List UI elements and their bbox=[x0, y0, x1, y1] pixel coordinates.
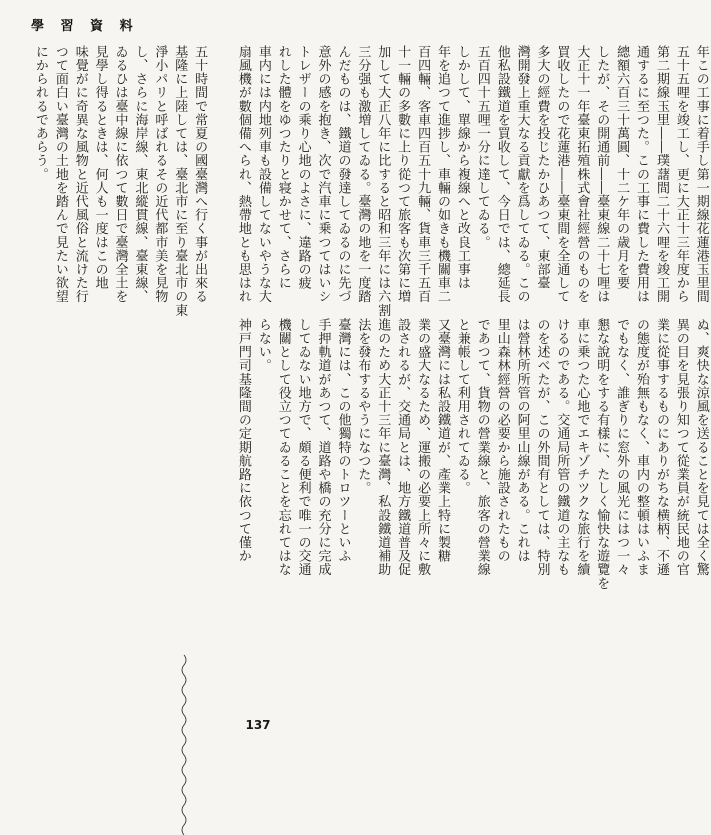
text-column: 基隆に上陸しては、臺北市に至り臺北市の東 bbox=[172, 45, 188, 317]
text-column: にかられるであらう。 bbox=[32, 45, 48, 181]
text-column: 買收したので花蓮港――臺東間を全通して bbox=[554, 45, 570, 304]
text-column: 業に從事するものにありがちな横柄、不遜 bbox=[653, 318, 669, 577]
text-column: ぬ、爽快な涼風を送ることを見ては全く驚 bbox=[693, 318, 709, 577]
text-column: 又臺灣には私設鐵道が、產業上特に製糖 bbox=[434, 318, 450, 563]
text-column: 法を發布するやうになつた。 bbox=[355, 318, 371, 495]
text-column: でもなく、誰ぎりに窓外の風光にはつ一々 bbox=[614, 318, 630, 577]
text-column: 神戸門司基隆間の定期航路に依つて僅か bbox=[235, 318, 251, 563]
text-column: 總額六百三十萬圓、十二ケ年の歳月を要 bbox=[614, 45, 630, 290]
text-column: したが、その開通前――臺東線二十七哩は bbox=[594, 45, 610, 304]
running-header: 學 習 資 料 bbox=[31, 19, 139, 34]
text-column: 五十五哩を竣工し、更に大正十三年度から bbox=[673, 45, 689, 304]
text-column: 手押軌道があつて、道路や橋の充分に完成 bbox=[315, 318, 331, 577]
text-column: 見學し得るときは、何人も一度はこの地 bbox=[92, 45, 108, 290]
text-column: 百四輛、客車四百五十九輛、貨車三千五百 bbox=[415, 45, 431, 304]
text-column: 五十時間で常夏の國臺灣へ行く事が出來る bbox=[192, 45, 208, 304]
text-column: 年を追つて進捗し、車輛の如きも機關車二 bbox=[434, 45, 450, 304]
text-column: と兼帳して利用されてゐる。 bbox=[454, 318, 470, 495]
text-column: 進のため大正十三年に臺灣、私設鐵道補助 bbox=[375, 318, 391, 577]
text-column: 大正十一年臺東拓殖株式會社經營のものを bbox=[574, 45, 590, 304]
wavy-divider bbox=[178, 655, 190, 835]
text-column: しかして、單線から複線へと改良工事は bbox=[454, 45, 470, 290]
body-text-top-block bbox=[233, 45, 711, 317]
text-column: 十一輛の多數に上り從つて旅客も次第に増 bbox=[395, 45, 411, 304]
text-column: つて面白い臺灣の土地を踏んで見たい欲望 bbox=[52, 45, 68, 304]
text-column: 扇風機が數個備へられ、熱帶地とも思はれ bbox=[235, 45, 251, 304]
text-column: 加して大正八年に比すると昭和三年には六割 bbox=[375, 45, 391, 317]
text-column: トレザーの乘り心地のよさに、違路の疲 bbox=[295, 45, 311, 290]
text-column: 通するに至つた。この工事に費した費用は bbox=[634, 45, 650, 304]
text-column: 三分强も激増してゐる。臺灣の地を一度踏 bbox=[355, 45, 371, 304]
text-column: であつて、貨物の營業線と、旅客の營業線 bbox=[474, 318, 490, 577]
text-column: 業の盛大なるため、運搬の必要上所々に敷 bbox=[415, 318, 431, 577]
text-column: けるのである。交通局所管の鐵道の主なも bbox=[554, 318, 570, 577]
text-column: 車内には内地列車も設備してないやうな大 bbox=[255, 45, 271, 304]
text-column: 五百四十五哩一分に達してゐる。 bbox=[474, 45, 490, 249]
text-column: 多大の經費を投じたかひあつて、東部臺 bbox=[534, 45, 550, 290]
body-text-middle-block bbox=[233, 318, 711, 608]
body-text-lower-left-block bbox=[30, 45, 209, 675]
text-column: は營林所所管の阿里山線がある。これは bbox=[514, 318, 530, 563]
text-column: してゐない地方で、頗る便利で唯一の交通 bbox=[295, 318, 311, 577]
text-column: のを述べたが、この外間有としては、特別 bbox=[534, 318, 550, 577]
text-column: ゐるひは臺中線に依つて數日で臺灣全土を bbox=[112, 45, 128, 304]
text-column: れした體をゆつたりと寝かせて、さらに bbox=[275, 45, 291, 290]
text-column: 異の目を見張り知つて從業員が統民地の官 bbox=[673, 318, 689, 577]
page-number: 137 bbox=[245, 718, 271, 732]
text-column: 意外の感を抱き、次で汽車に乗つてはいシ bbox=[315, 45, 331, 304]
text-column: 臺灣には、この他獨特のトロツーといふ bbox=[335, 318, 351, 563]
text-column: 味覺がに奇異な風物と近代風俗と流けた行 bbox=[72, 45, 88, 304]
text-column: 設されるが、交通局とは、地方鐵道普及促 bbox=[395, 318, 411, 577]
text-column: 機關として役立つてゐることを忘れてはな bbox=[275, 318, 291, 577]
text-column: 他私設鐵道を買收して、今日では、總延長 bbox=[494, 45, 510, 304]
text-column: 車に乗つた心地でエキゾチツクな旅行を續 bbox=[574, 318, 590, 577]
text-column: 第二期線玉里――璞藷間二十六哩を竣工開 bbox=[653, 45, 669, 304]
text-column: らない。 bbox=[255, 318, 271, 373]
text-column: 年この工事に着手し第一期線花蓮港玉里間 bbox=[693, 45, 709, 304]
text-column: 懇な說明をする有樣に、たしく愉快な遊覽を bbox=[594, 318, 610, 590]
text-column: 灣開發上重大なる貢獻を爲してゐる。この bbox=[514, 45, 530, 304]
text-column: し、さらに海岸線、東北縱貫線、臺東線、 bbox=[132, 45, 148, 304]
text-column: んだものは、鐵道の發達してゐるのに先づ bbox=[335, 45, 351, 304]
text-column: の態度が殆無もなく、車内の整頓はいふま bbox=[634, 318, 650, 577]
text-column: 里山森林經營の必要から施設されたもの bbox=[494, 318, 510, 563]
text-column: 淨小パリと呼ばれるその近代都市美を見物 bbox=[152, 45, 168, 304]
